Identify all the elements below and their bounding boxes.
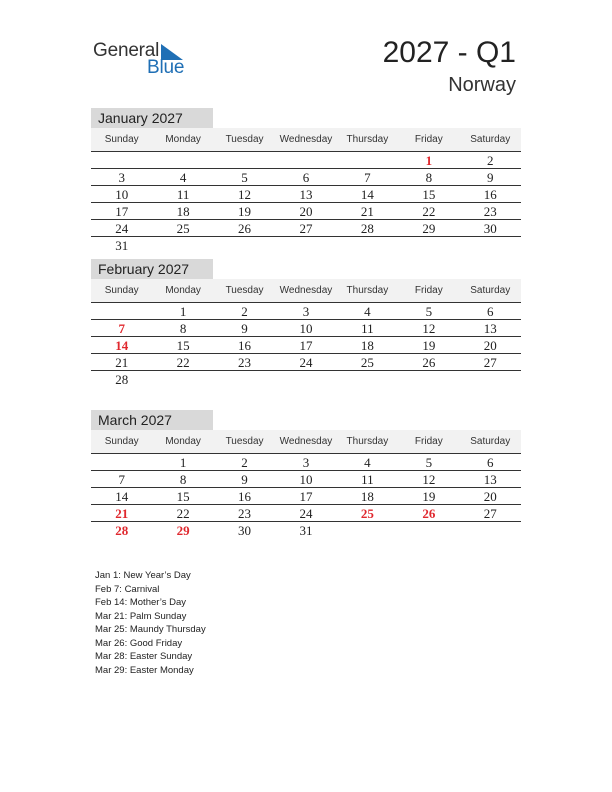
day-cell: 18: [360, 489, 374, 504]
day-cell: 20: [299, 204, 313, 219]
day-cell: 6: [302, 170, 310, 185]
day-cell: 8: [425, 170, 433, 185]
weekday-label: Monday: [165, 134, 201, 145]
day-cell: 15: [176, 338, 190, 353]
week-row: [91, 303, 521, 320]
week-row: [91, 505, 521, 522]
weekday-label: Saturday: [470, 285, 511, 296]
day-cell: 29: [176, 523, 190, 538]
day-cell: 27: [483, 506, 497, 521]
day-cell: 27: [299, 221, 313, 236]
day-cell: [337, 522, 398, 539]
day-cell: 11: [361, 321, 374, 336]
day-cell: 10: [299, 321, 313, 336]
day-cell: 3: [302, 304, 310, 319]
day-cell: 9: [241, 321, 248, 336]
day-cell: [398, 371, 459, 388]
day-cell: 25: [360, 506, 374, 521]
weekday-label: Monday: [165, 285, 201, 296]
holiday-item: Mar 28: Easter Sunday: [95, 651, 193, 662]
day-cell: 13: [483, 321, 497, 336]
day-cell: 24: [299, 355, 313, 370]
week-row: [91, 169, 521, 186]
day-cell: 23: [483, 204, 497, 219]
day-cell: 15: [176, 489, 190, 504]
weekday-label: Wednesday: [279, 436, 333, 447]
week-row: [91, 471, 521, 488]
week-row: [91, 454, 521, 471]
weekday-label: Thursday: [346, 436, 389, 447]
holiday-item: Feb 7: Carnival: [95, 583, 160, 595]
weekday-label: Friday: [414, 436, 443, 447]
weekday-label: Monday: [165, 436, 201, 447]
weekday-header-row: [91, 128, 521, 152]
day-cell: 6: [486, 304, 494, 319]
day-cell: [214, 371, 275, 388]
day-cell: 31: [299, 523, 313, 538]
day-cell: [214, 237, 275, 254]
page-title: 2027 - Q1: [382, 36, 516, 69]
day-cell: 12: [422, 472, 436, 487]
day-cell: 17: [299, 338, 313, 353]
day-cell: [460, 522, 521, 539]
holiday-item: Mar 29: Easter Monday: [95, 664, 194, 676]
weekday-label: Saturday: [470, 436, 511, 447]
day-cell: 10: [299, 472, 313, 487]
day-cell: 13: [299, 187, 313, 202]
day-cell: 1: [179, 304, 187, 319]
weekday-label: Tuesday: [225, 436, 264, 447]
month-january: [91, 108, 521, 254]
holiday-list: [95, 569, 206, 677]
holiday-item: Jan 1: New Year’s Day: [95, 570, 191, 581]
day-cell: 13: [483, 472, 497, 487]
day-cell: 5: [425, 455, 433, 470]
day-cell: 15: [422, 187, 436, 202]
day-cell: 23: [238, 506, 252, 521]
day-cell: 19: [238, 204, 252, 219]
day-cell: 1: [179, 455, 187, 470]
month-name: February 2027: [91, 259, 213, 279]
day-cell: 26: [422, 355, 436, 370]
weekday-label: Wednesday: [279, 285, 333, 296]
day-cell: 5: [241, 170, 248, 185]
day-cell: [214, 152, 275, 168]
day-cell: 14: [360, 187, 374, 202]
day-cell: [152, 371, 213, 388]
day-cell: 28: [360, 221, 374, 236]
day-cell: [275, 371, 336, 388]
day-cell: 23: [238, 355, 252, 370]
day-cell: [91, 454, 152, 470]
month-march: [91, 410, 521, 539]
day-cell: 9: [486, 170, 494, 185]
day-cell: 16: [483, 187, 497, 202]
day-cell: 24: [299, 506, 313, 521]
day-cell: [152, 152, 213, 168]
day-cell: [275, 237, 336, 254]
day-cell: 3: [118, 170, 125, 185]
week-row: [91, 220, 521, 237]
day-cell: [337, 152, 398, 168]
day-cell: [398, 237, 459, 254]
day-cell: 14: [115, 489, 129, 504]
week-row: [91, 337, 521, 354]
day-cell: 21: [360, 204, 374, 219]
week-row: [91, 186, 521, 203]
country-name: Norway: [448, 74, 516, 96]
day-cell: 22: [176, 355, 190, 370]
day-cell: 20: [483, 338, 497, 353]
day-cell: 8: [179, 321, 187, 336]
holiday-item: Feb 14: Mother’s Day: [95, 597, 186, 608]
day-cell: 17: [115, 204, 129, 219]
day-cell: 17: [299, 489, 313, 504]
day-cell: 24: [115, 221, 129, 236]
day-cell: 2: [486, 153, 494, 168]
week-row: [91, 522, 521, 539]
day-cell: 10: [115, 187, 129, 202]
day-cell: 16: [238, 489, 252, 504]
day-cell: 18: [360, 338, 374, 353]
holiday-item: Mar 21: Palm Sunday: [95, 610, 187, 622]
day-cell: 16: [238, 338, 252, 353]
weekday-label: Thursday: [346, 285, 389, 296]
brand-logo: [93, 40, 193, 80]
day-cell: 21: [115, 355, 129, 370]
weekday-label: Saturday: [470, 134, 511, 145]
day-cell: 27: [483, 355, 497, 370]
day-cell: [337, 237, 398, 254]
day-cell: [398, 522, 459, 539]
day-cell: 30: [483, 221, 497, 236]
day-cell: [275, 152, 336, 168]
weekday-header-row: [91, 279, 521, 303]
day-cell: 8: [179, 472, 187, 487]
day-cell: 5: [425, 304, 433, 319]
weekday-label: Tuesday: [225, 134, 264, 145]
day-cell: [460, 237, 521, 254]
holiday-item: Mar 25: Maundy Thursday: [95, 624, 206, 635]
day-cell: 25: [176, 221, 190, 236]
day-cell: 26: [422, 506, 436, 521]
week-row: [91, 320, 521, 337]
day-cell: 6: [486, 455, 494, 470]
month-february: [91, 259, 521, 388]
week-row: [91, 488, 521, 505]
day-cell: 12: [238, 187, 252, 202]
day-cell: 2: [241, 304, 248, 319]
day-cell: 29: [422, 221, 436, 236]
week-row: [91, 371, 521, 388]
day-cell: 11: [176, 187, 190, 202]
day-cell: [91, 152, 152, 168]
day-cell: 31: [115, 238, 129, 253]
day-cell: 4: [179, 170, 187, 185]
day-cell: 18: [176, 204, 190, 219]
brand-general-text: General: [93, 40, 160, 61]
brand-blue-text: Blue: [147, 57, 185, 78]
day-cell: 28: [115, 523, 129, 538]
weekday-label: Sunday: [104, 436, 139, 447]
weekday-label: Friday: [414, 134, 443, 145]
day-cell: 14: [115, 338, 129, 353]
day-cell: 19: [422, 489, 436, 504]
day-cell: 7: [118, 472, 125, 487]
holiday-item: Mar 26: Good Friday: [95, 637, 183, 649]
weekday-label: Sunday: [104, 285, 139, 296]
day-cell: 20: [483, 489, 497, 504]
day-cell: 26: [238, 221, 252, 236]
day-cell: 2: [241, 455, 248, 470]
day-cell: [460, 371, 521, 388]
day-cell: 30: [238, 523, 252, 538]
day-cell: 25: [360, 355, 374, 370]
day-cell: 28: [115, 372, 129, 387]
day-cell: 21: [115, 506, 129, 521]
weekday-label: Thursday: [346, 134, 389, 145]
day-cell: 19: [422, 338, 436, 353]
month-name: January 2027: [91, 108, 213, 128]
weekday-label: Tuesday: [225, 285, 264, 296]
week-row: [91, 203, 521, 220]
week-row: [91, 152, 521, 169]
day-cell: 4: [364, 455, 371, 470]
weekday-header-row: [91, 430, 521, 454]
weekday-label: Wednesday: [279, 134, 333, 145]
week-row: [91, 354, 521, 371]
day-cell: 4: [364, 304, 371, 319]
day-cell: [152, 237, 213, 254]
day-cell: 7: [118, 321, 125, 336]
day-cell: 7: [364, 170, 371, 185]
weekday-label: Friday: [414, 285, 443, 296]
day-cell: [91, 303, 152, 319]
day-cell: 1: [425, 153, 433, 168]
day-cell: 11: [361, 472, 374, 487]
day-cell: 9: [241, 472, 248, 487]
day-cell: 22: [422, 204, 436, 219]
week-row: [91, 237, 521, 254]
day-cell: 12: [422, 321, 436, 336]
month-name: March 2027: [91, 410, 213, 430]
weekday-label: Sunday: [104, 134, 139, 145]
day-cell: 3: [302, 455, 310, 470]
day-cell: [337, 371, 398, 388]
day-cell: 22: [176, 506, 190, 521]
